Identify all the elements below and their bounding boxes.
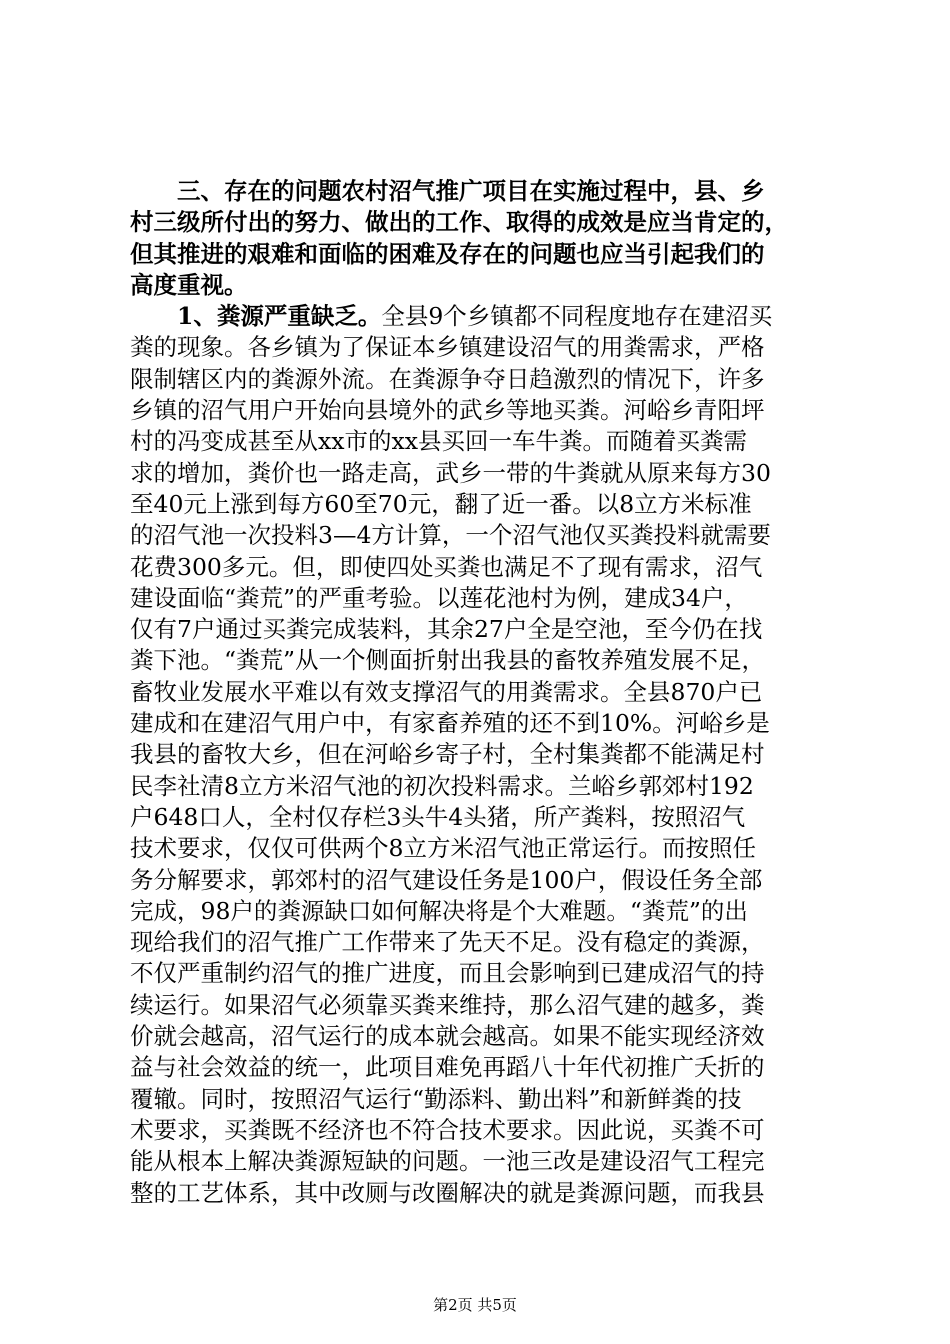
body-line: 村的冯变成甚至从xx市的xx县买回一车牛粪。而随着买粪需: [130, 427, 748, 456]
page-number-footer: 第2页 共5页: [433, 1296, 517, 1314]
heading-line-1: 三、存在的问题农村沼气推广项目在实施过程中，县、乡: [130, 177, 765, 205]
body-line: 续运行。如果沼气必须靠买粪来维持，那么沼气建的越多，粪: [130, 990, 765, 1019]
body-line: 技术要求，仅仅可供两个8立方米沼气池正常运行。而按照任: [130, 834, 756, 863]
body-line: 乡镇的沼气用户开始向县境外的武乡等地买粪。河峪乡青阳坪: [130, 396, 765, 425]
heading-line-2: 村三级所付出的努力、做出的工作、取得的成效是应当肯定的，: [130, 208, 788, 237]
body-line: 粪下池。“粪荒”从一个侧面折射出我县的畜牧养殖发展不足，: [130, 646, 766, 675]
body-line: 价就会越高，沼气运行的成本就会越高。如果不能实现经济效: [130, 1022, 765, 1051]
body-line: 术要求，买粪既不经济也不符合技术要求。因此说，买粪不可: [130, 1115, 765, 1144]
body-line: 花费300多元。但，即使四处买粪也满足不了现有需求，沼气: [130, 552, 763, 581]
body-line: 不仅严重制约沼气的推广进度，而且会影响到已建成沼气的持: [130, 959, 765, 988]
section1-title: 1、粪源严重缺乏。: [130, 302, 382, 331]
body-line: 现给我们的沼气推广工作带来了先天不足。没有稳定的粪源，: [130, 928, 765, 957]
body-line: 建成和在建沼气用户中，有家畜养殖的还不到10%。河峪乡是: [130, 709, 770, 738]
body-line: 求的增加，粪价也一路走高，武乡一带的牛粪就从原来每方30: [130, 458, 771, 487]
body-line: 整的工艺体系，其中改厕与改圈解决的就是粪源问题，而我县: [130, 1178, 765, 1207]
body-line: 粪的现象。各乡镇为了保证本乡镇建设沼气的用粪需求，严格: [130, 333, 765, 362]
section1-first-line: [130, 301, 830, 332]
body-line: 益与社会效益的统一，此项目难免再蹈八十年代初推广夭折的: [130, 1053, 765, 1082]
body-line: 的沼气池一次投料3—4方计算，一个沼气池仅买粪投料就需要: [130, 521, 771, 550]
body-line: 至40元上涨到每方60至70元，翻了近一番。以8立方米标准: [130, 489, 752, 518]
section1-first-line-text: 全县9个乡镇都不同程度地存在建沼买: [381, 302, 773, 331]
body-line: 完成，98户的粪源缺口如何解决将是个大难题。“粪荒”的出: [130, 896, 748, 925]
document-body: [130, 176, 830, 1209]
heading-line-3: 但其推进的艰难和面临的困难及存在的问题也应当引起我们的: [130, 239, 765, 268]
body-line: 我县的畜牧大乡，但在河峪乡寄子村，全村集粪都不能满足村: [130, 740, 765, 769]
body-line: 民李社清8立方米沼气池的初次投料需求。兰峪乡郭郊村192: [130, 771, 754, 800]
body-line: 仅有7户通过买粪完成装料，其余27户全是空池，至今仍在找: [130, 615, 763, 644]
body-line: 限制辖区内的粪源外流。在粪源争夺日趋激烈的情况下，许多: [130, 364, 765, 393]
body-line: 能从根本上解决粪源短缺的问题。一池三改是建设沼气工程完: [130, 1147, 765, 1176]
body-line: 户648口人，全村仅存栏3头牛4头猪，所产粪料，按照沼气: [130, 802, 746, 831]
heading-line-4: 高度重视。: [130, 270, 248, 299]
body-line: 覆辙。同时，按照沼气运行“勤添料、勤出料”和新鲜粪的技: [130, 1084, 742, 1113]
body-line: 畜牧业发展水平难以有效支撑沼气的用粪需求。全县870户已: [130, 677, 763, 706]
body-line: 务分解要求，郭郊村的沼气建设任务是100户，假设任务全部: [130, 865, 763, 894]
body-line: 建设面临“粪荒”的严重考验。以莲花池村为例，建成34户，: [130, 583, 748, 612]
